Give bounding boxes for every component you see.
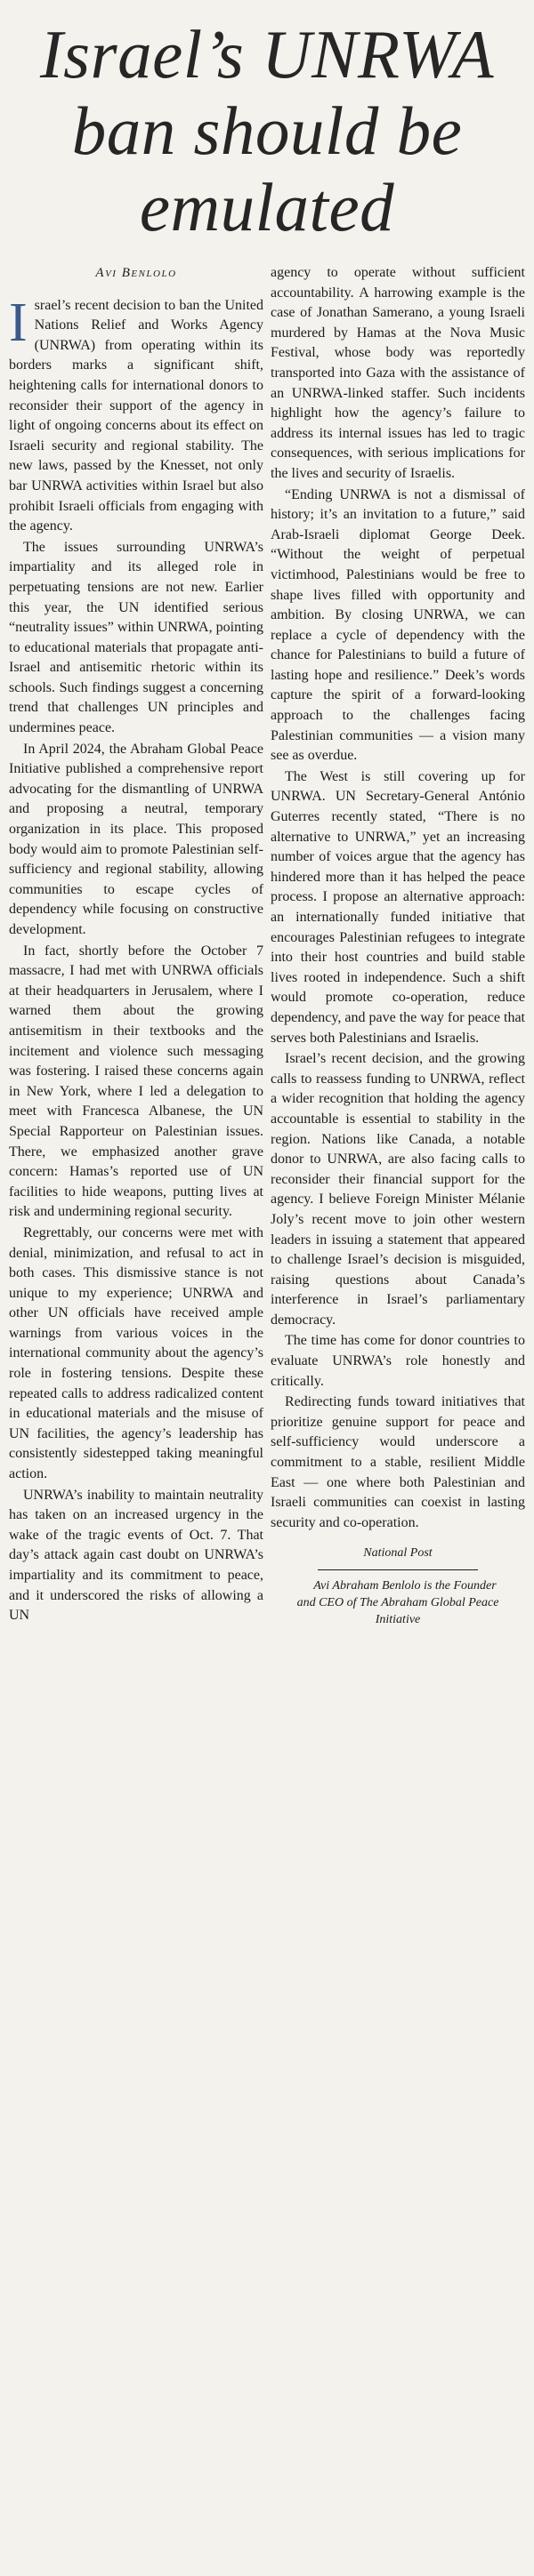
body-paragraph: The West is still covering up for UNRWA. UN Secretary-General António Guterres recently stated, “There is no alternative to UNRWA,” yet an increasing number of voices argue that the agency has hindered more than it has helped the peace process. I propose an alternative approach: an internationally funded initiative that encourages Palestinian refugees to integrate into their host countries and build stable lives rooted in independence. Such a shift would promote co-operation, reduce dependency, and pave the way for peace that serves both Palestinians and Israelis. <box>271 768 525 1046</box>
body-paragraph: Israel’s recent decision, and the growing calls to reassess funding to UNRWA, reflect a wider recognition that holding the agency accountable is essential to stability in the region. Nations like Canada, a notable donor to UNRWA, are also facing calls to reconsider their financial support for the agency. I believe Foreign Minister Mélanie Joly’s recent move to join other western leaders in issuing a statement that appeared to challenge Israel’s decision is misguided, raising questions about Canada’s interference in Israel’s parliamentary democracy. <box>271 1051 525 1328</box>
body-paragraph: Regrettably, our concerns were met with denial, minimization, and refusal to act in both cases. This dismissive stance is not unique to my experience; UNRWA and other UN officials have received ample warnings from various voices in the international community about the agency’s role in fostering tensions. Despite these repeated calls to address radicalized content in educational materials and the misuse of UN facilities, the agency’s leadership has consistently sidestepped taking meaningful action. <box>9 1224 263 1482</box>
author-bio: Avi Abraham Benlolo is the Founder and CEO of The Abraham Global Peace Initiative <box>296 1579 499 1626</box>
drop-cap: I <box>9 292 28 353</box>
article-columns <box>0 263 534 1629</box>
body-paragraph: In April 2024, the Abraham Global Peace Initiative published a comprehensive report advocating for the dismantling of UNRWA and proposing a neutral, temporary organization in its place. This proposed body would aim to promote Palestinian self-sufficiency and regional stability, allowing communities to escape cycles of dependency while focusing on constructive development. <box>9 741 263 937</box>
continuation-paragraph: agency to operate without sufficient accountability. A harrowing example is the case of Jonathan Samerano, a young Israeli murdered by Hamas at the Nova Music Festival, whose body was reportedly transported into Gaza with the assistance of an UNRWA-linked staffer. Such incidents highlight how the agency’s failure to address its internal issues has led to tragic consequences, with serious implications for the lives and security of Israelis. <box>271 265 525 481</box>
body-paragraph: The time has come for donor countries to evaluate UNRWA’s role honestly and critically. <box>271 1333 525 1389</box>
byline: Avi Benlolo <box>95 266 177 280</box>
left-column <box>9 263 263 1629</box>
body-paragraph: Redirecting funds toward initiatives that prioritize genuine support for peace and self-sufficiency would underscore a commitment to a stable, resilient Middle East — one where both Palestinian and Israeli communities can coexist in lasting security and co-operation. <box>271 1394 525 1530</box>
body-paragraph: UNRWA’s inability to maintain neutrality has taken on an increased urgency in the wake of the tragic events of Oct. 7. That day’s attack again cast doubt on UNRWA’s impartiality and its commitment to peace, and it underscored the risks of allowing a UN <box>9 1487 263 1624</box>
headline: Israel’s UNRWA ban should be emulated <box>40 16 494 245</box>
lead-text: srael’s recent decision to ban the United Nations Relief and Works Agency (UNRWA) from operating within its borders marks a significant shift, heightening calls for international donors to reconsider their support of the agency in light of ongoing concerns about its effect on Israeli security and regional stability. The new laws, passed by the Knesset, not only bar UNRWA activities within Israel but also prohibit Israeli officials from engaging with the agency. <box>9 297 263 534</box>
right-column <box>271 263 525 1629</box>
source-credit: National Post <box>363 1546 433 1561</box>
divider <box>318 1569 478 1570</box>
body-paragraph: “Ending UNRWA is not a dismissal of history; it’s an invitation to a future,” said Arab-Israeli diplomat George Deek. “Without the weight of perpetual victimhood, Palestinians would be free to shape lives filled with opportunity and ambition. By closing UNRWA, we can replace a cycle of dependency with the chance for Palestinians to build a future of lasting hope and resilience.” Deek’s words capture the spirit of a forward-looking approach to the challenges facing Palestinian communities — a vision many see as overdue. <box>271 486 525 764</box>
body-paragraph: In fact, shortly before the October 7 massacre, I had met with UNRWA officials at their headquarters in Jerusalem, where I warned them about the growing antisemitism in their textbooks and the incitement and violence such messaging was fostering. I raised these concerns again in New York, where I led a delegation to meet with Francesca Albanese, the UN Special Rapporteur on Palestinian issues. There, we emphasized another grave concern: Hamas’s reported use of UN facilities to hide weapons, putting lives at risk and undermining regional security. <box>9 943 263 1220</box>
lead-paragraph <box>9 292 263 537</box>
body-paragraph: The issues surrounding UNRWA’s impartiality and its alleged role in perpetuating tensions are not new. Earlier this year, the UN identified serious “neutrality issues” within UNRWA, pointing to educational materials that propagate anti-Israel and antisemitic rhetoric within its schools. Such findings suggest a concerning trend that challenges UN principles and undermines peace. <box>9 539 263 736</box>
